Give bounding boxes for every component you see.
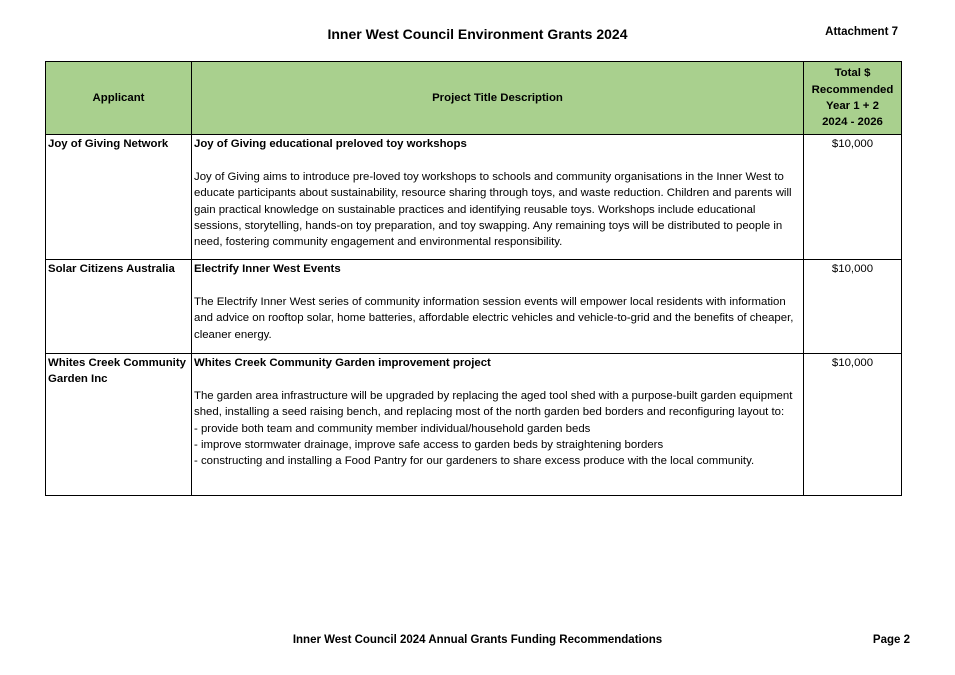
amount-cell: $10,000 [804, 260, 902, 354]
page-number: Page 2 [872, 634, 910, 646]
applicant-cell: Whites Creek Community Garden Inc [46, 354, 192, 496]
footer-text: Inner West Council 2024 Annual Grants Funding Recommendations [292, 634, 663, 646]
project-cell [192, 135, 804, 260]
project-description: Joy of Giving aims to introduce pre-loved toy workshops to schools and community organisations in the Inner West to educate participants about sustainability, resource sharing through toys, and waste reduction. Children and parents will gain practical knowledge on sustainable practices and identifying reusable toys. Workshops include educational sessions, storytelling, hands-on toy preparation, and toy swapping. Any remaining toys will be distributed to people in need, fostering community engagement and environmental responsibility. [194, 170, 792, 249]
project-bullet: - constructing and installing a Food Pantry for our gardeners to share excess produce with the local community. [194, 455, 755, 468]
grants-table [45, 61, 902, 496]
project-description: The garden area infrastructure will be upgraded by replacing the aged tool shed with a purpose-built garden equipment shed, installing a seed raising bench, and replacing most of the north garden bed borders and reconfiguring layout to: [194, 389, 793, 419]
applicant-cell: Solar Citizens Australia [46, 260, 192, 354]
total-header-line: Year 1 + 2 [826, 100, 879, 112]
total-header-line: Recommended [811, 83, 894, 96]
table-row [46, 354, 902, 496]
total-header-line: Total $ [834, 67, 871, 80]
project-title: Whites Creek Community Garden improvement project [194, 357, 491, 369]
project-bullet: - improve stormwater drainage, improve safe access to garden beds by straightening borders [194, 439, 664, 452]
project-title: Joy of Giving educational preloved toy workshops [194, 138, 467, 150]
project-title: Electrify Inner West Events [194, 263, 341, 275]
amount-cell: $10,000 [804, 354, 902, 496]
document-title: Inner West Council Environment Grants 2024 [327, 26, 628, 42]
column-header-applicant: Applicant [46, 62, 192, 135]
table-header-row [46, 62, 902, 135]
total-header-line: 2024 - 2026 [822, 116, 883, 129]
amount-cell: $10,000 [804, 135, 902, 260]
applicant-cell: Joy of Giving Network [46, 135, 192, 260]
project-cell [192, 260, 804, 354]
project-description: The Electrify Inner West series of community information session events will empower local residents with information and advice on rooftop solar, home batteries, affordable electric vehicles and vehicle-to-grid and the benefits of cheaper, cleaner energy. [194, 295, 794, 341]
project-bullet: - provide both team and community member individual/household garden beds [194, 422, 591, 435]
table-row [46, 260, 902, 354]
project-cell [192, 354, 804, 496]
column-header-project: Project Title Description [192, 62, 804, 135]
column-header-total [804, 62, 902, 135]
table-row [46, 135, 902, 260]
attachment-label: Attachment 7 [825, 26, 898, 38]
